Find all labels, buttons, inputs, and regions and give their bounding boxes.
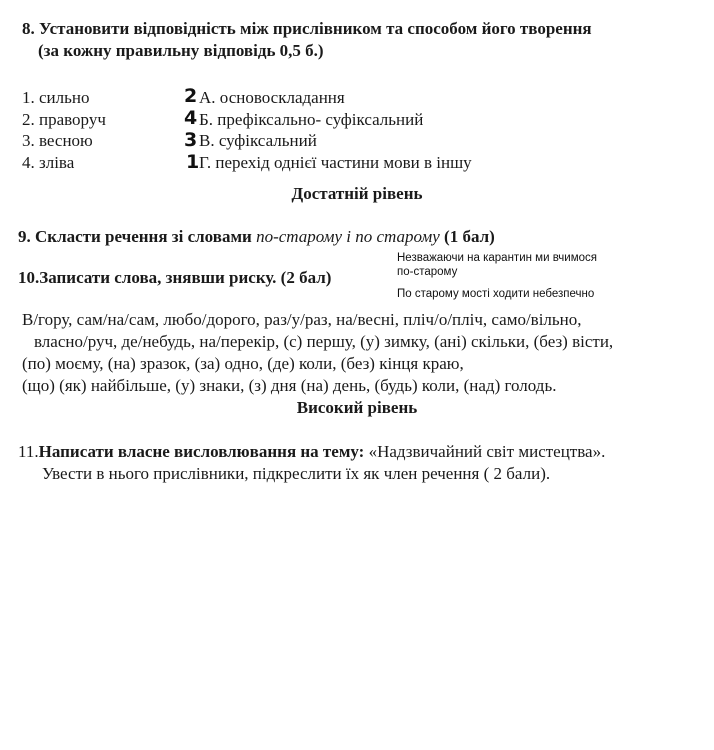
level-high-heading: Високий рівень [296, 398, 418, 417]
task8-right-item-d: Г. перехід однієї частини мови в іншу [199, 153, 472, 172]
handwritten-answer-2: 4 [184, 107, 197, 129]
handwritten-answer-1: 2 [184, 85, 197, 107]
task9-label: 9. Скласти речення зі словами [18, 227, 257, 246]
task10-line-2: власно/руч, де/небудь, на/перекір, (с) першу, (у) зимку, (ані) скільки, (без) вісти, [34, 332, 614, 351]
task8-left-item-1: 1. сильно [22, 88, 90, 107]
task8-right-item-b: Б. префіксально- суфіксальний [199, 110, 424, 129]
task11-instructions: Увести в нього прислівники, підкреслити їх як член речення ( 2 бали). [42, 464, 551, 483]
task11-topic: «Надзвичайний світ мистецтва». [368, 442, 606, 461]
task8-left-item-2: 2. праворуч [22, 110, 106, 129]
task8-left-item-3: 3. весною [22, 131, 93, 150]
task8-right-item-c: В. суфіксальний [199, 131, 317, 150]
task8-right-item-a: А. основоскладання [199, 88, 345, 107]
task8-scoring: (за кожну правильну відповідь 0,5 б.) [38, 41, 324, 60]
task9-words: по-старому і по старому [256, 227, 440, 246]
level-sufficient-heading: Достатній рівень [291, 184, 423, 203]
task11-title: Написати власне висловлювання на тему: [38, 442, 369, 461]
answer-sentence-1: Незважаючи на карантин ми вчимося [397, 252, 597, 264]
task9-points: (1 бал) [439, 227, 495, 246]
task9 [18, 227, 495, 247]
handwritten-answer-4: 1 [186, 151, 199, 173]
task10-title: 10.Записати слова, знявши риску. (2 бал) [18, 268, 332, 287]
handwritten-answer-3: 3 [184, 129, 197, 151]
task11 [18, 442, 605, 462]
task11-number: 11. [18, 442, 39, 461]
task10-line-4: (що) (як) найбільше, (у) знаки, (з) дня (на) день, (будь) коли, (над) голодь. [22, 376, 557, 395]
answer-sentence-1-cont: по-старому [397, 266, 458, 278]
answer-sentence-2: По старому мості ходити небезпечно [397, 288, 595, 300]
task8-title: 8. Установити відповідність між прислівником та способом його творення [22, 19, 592, 38]
task10-line-1: В/гору, сам/на/сам, любо/дорого, раз/у/раз, на/весні, пліч/о/пліч, само/вільно, [22, 310, 582, 329]
task8-left-item-4: 4. зліва [22, 153, 75, 172]
task10-line-3: (по) моєму, (на) зразок, (за) одно, (де) коли, (без) кінця краю, [22, 354, 464, 373]
